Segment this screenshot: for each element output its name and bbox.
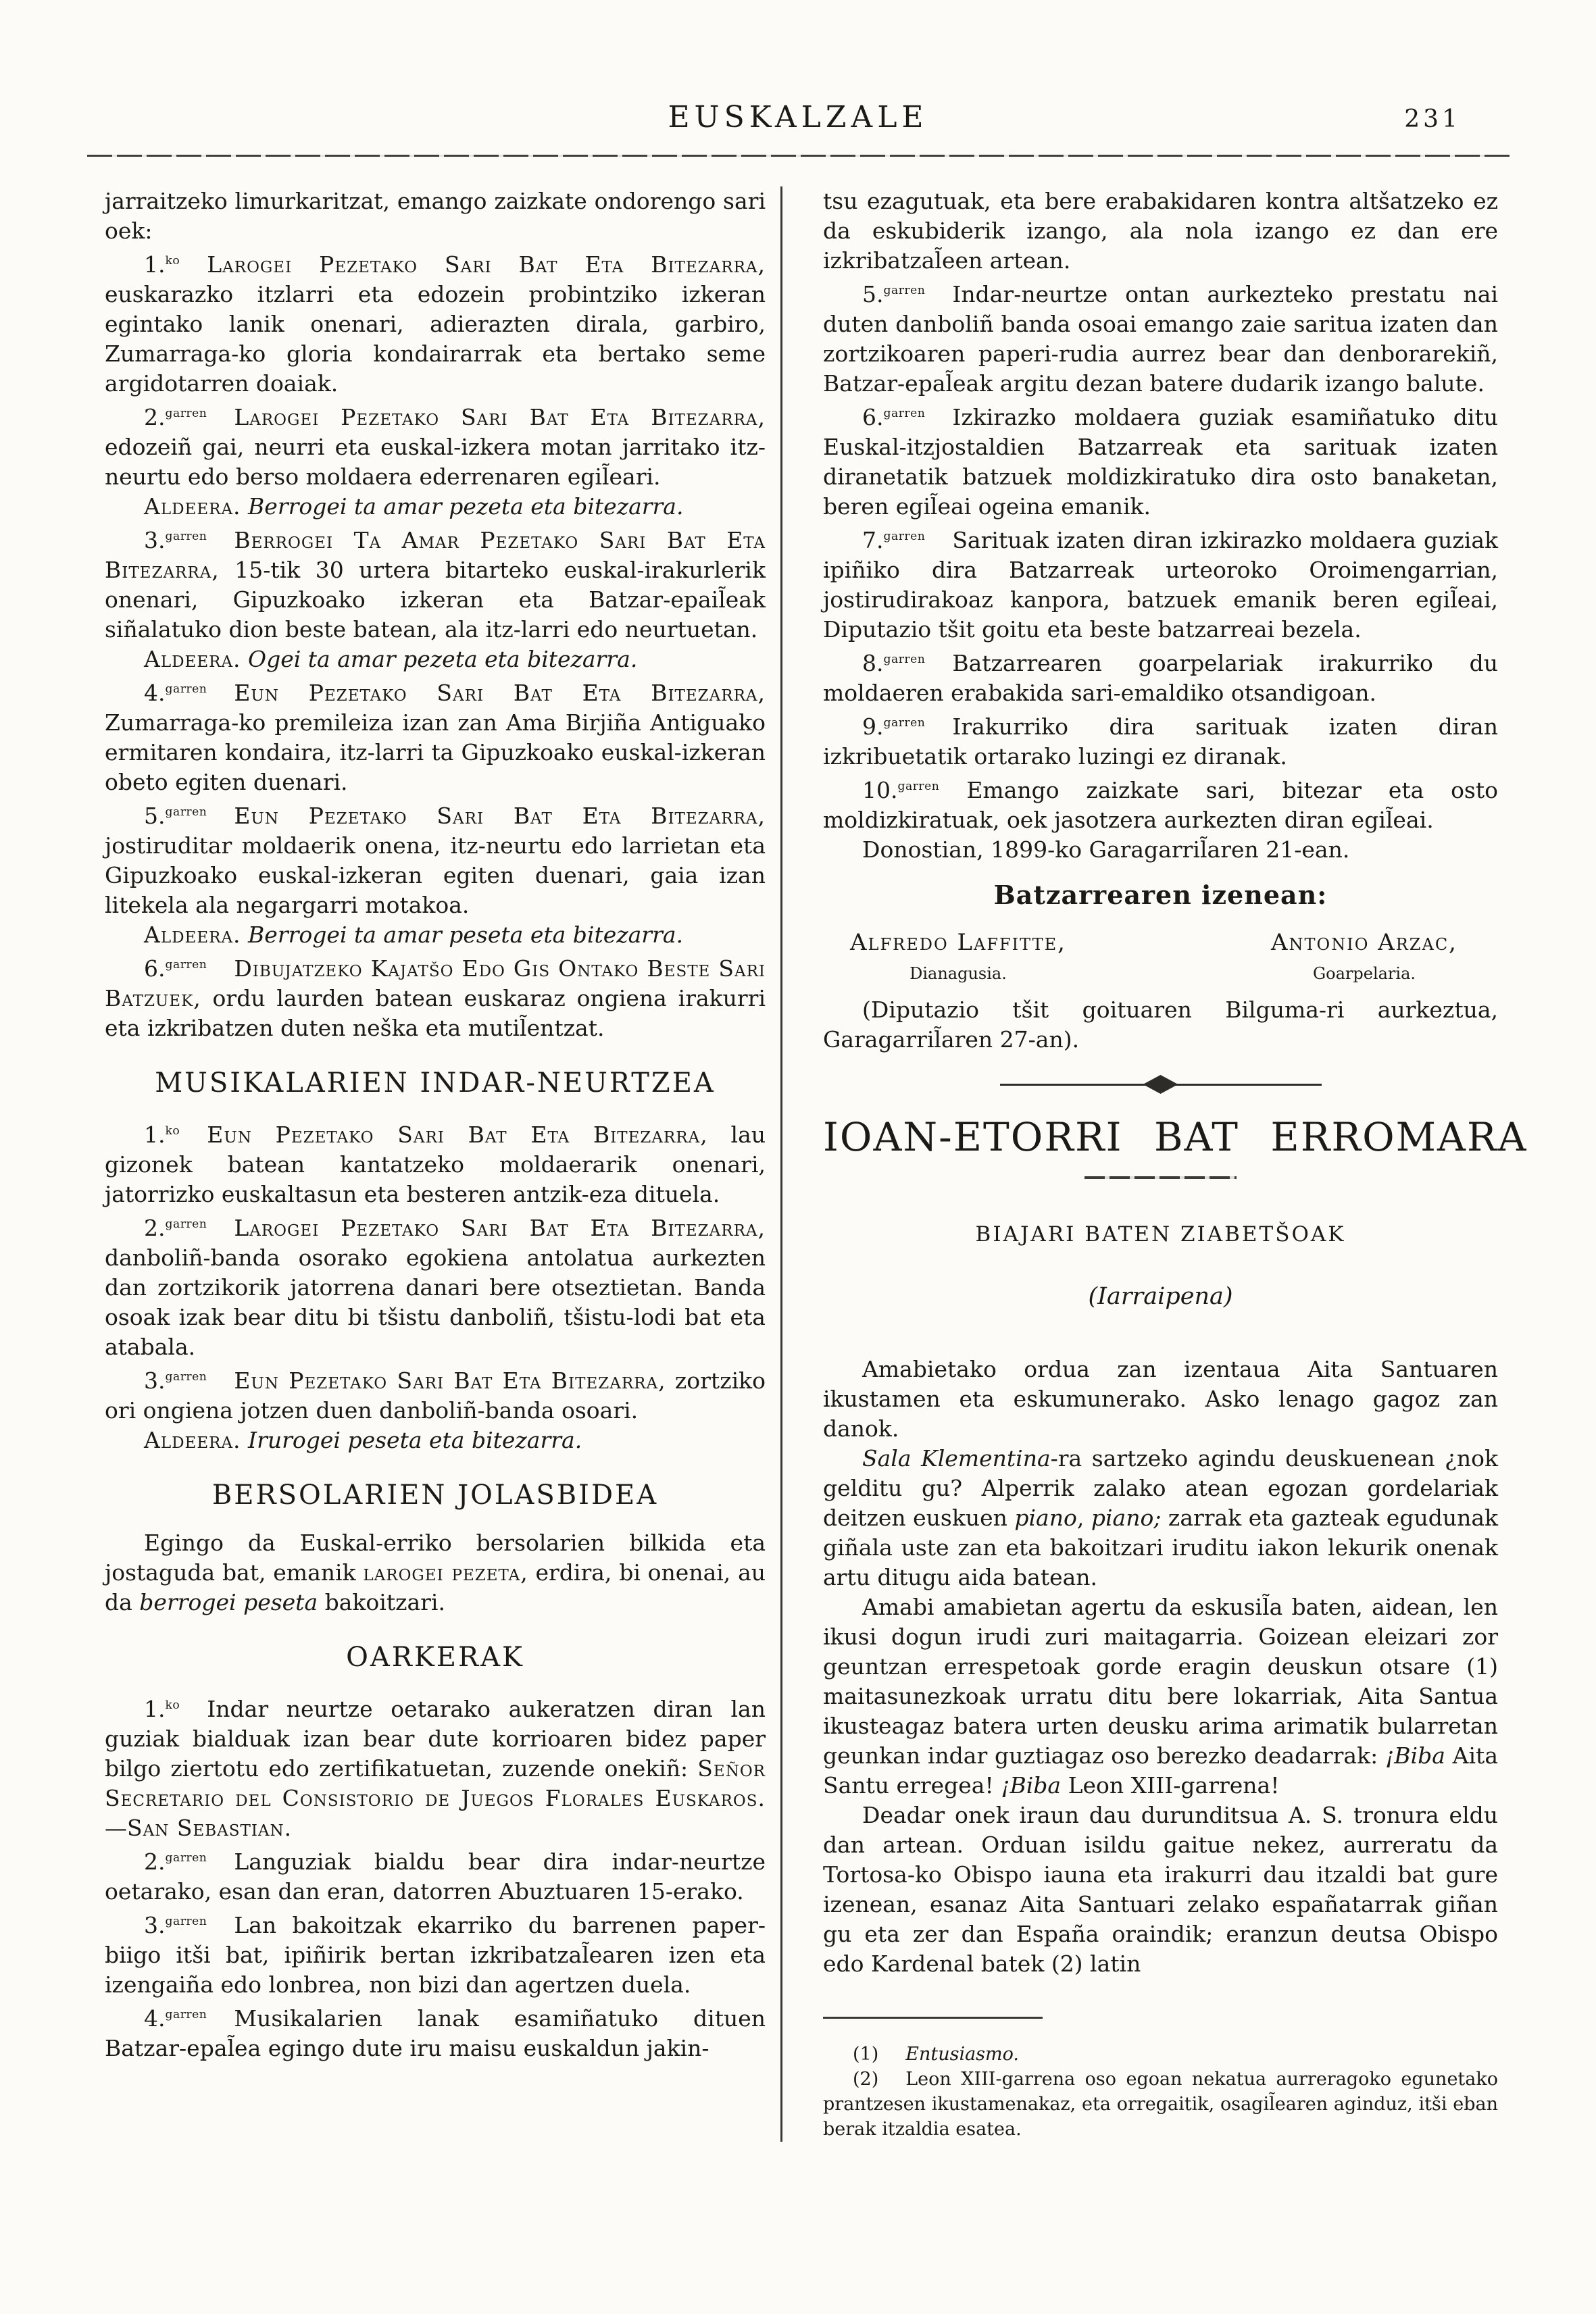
section-heading: OARKERAK xyxy=(346,1642,524,1673)
text-run: garren xyxy=(883,407,926,420)
paragraph xyxy=(823,772,1498,835)
paragraph xyxy=(823,1592,1498,1801)
text-run: Zumarraga-ko premileiza izan zan Ama Birjiña Antiguako ermitaren kondaira, itz-larri ta Gipuzkoako euskal-izkeran obeto egiten duenari. xyxy=(105,709,766,795)
text-run: Larogei Pezetako Sari Bat Eta Bitezarra, xyxy=(234,1215,766,1241)
text-run: Larogei Pezetako Sari Bat Eta Bitezarra, xyxy=(207,251,766,278)
text-run: Sarituak izaten diran izkirazko moldaera guziak ipiñiko dira Batzarreak urteoroko Oroimengarrian, jostirudirakoaz kanpora, batzuek emanik beren egil̃eai, Diputazio tšit goitu eta beste batzarreai bezela. xyxy=(823,527,1498,643)
text-run: 1. xyxy=(144,1122,166,1148)
text-run: 5. xyxy=(862,281,884,307)
article-title: IOAN-ETORRI BAT ERROMARA xyxy=(823,1114,1528,1160)
text-run xyxy=(241,493,249,520)
text-run: 2. xyxy=(144,1848,166,1875)
signatory-name: Alfredo Laffitte, xyxy=(850,929,1066,956)
text-run: 8. xyxy=(862,650,884,676)
text-run: garren xyxy=(165,1217,207,1231)
paragraph xyxy=(105,1116,766,1209)
text-run: 3. xyxy=(144,1367,166,1394)
signatory-name: Antonio Arzac, xyxy=(1270,929,1457,956)
text-run: garren xyxy=(883,284,926,297)
page-header xyxy=(0,0,1596,157)
paragraph xyxy=(105,674,766,797)
text-run: 1. xyxy=(144,1696,166,1722)
text-run: Amabi amabietan agertu da eskusil̃a baten, aidean, len ikusi dogun irudi zuri maitagarria. Goizean eleizari zor geuntzan errespetoak gorde eragin deuskun otsare (1) maitasunezkoak urratu ditu bere lokarriak, Aita Santua ikusteagaz batera urten deusku arima arimatik bularretan geunkan indar guztiagaz oso berezko deadarrak: xyxy=(823,1594,1498,1769)
text-run: Señor Secretario del Consistorio de Juegos Florales Euskaros. xyxy=(105,1755,766,1811)
text-run: Aldeera. xyxy=(144,493,241,520)
text-run: garren xyxy=(165,958,207,972)
text-run: garren xyxy=(883,716,926,730)
paragraph xyxy=(823,995,1498,1055)
text-run: garren xyxy=(897,780,940,793)
text-run: ko xyxy=(165,1124,180,1138)
text-run: garren xyxy=(165,805,207,819)
text-run: Dibujatzeko Kajatšo Edo Gis Ontako Beste Sari Batzuek, xyxy=(105,955,766,1011)
text-run: Eun Pezetako Sari Bat Eta Bitezarra, xyxy=(234,1367,666,1394)
page-number: 231 xyxy=(1404,105,1461,133)
signatory-role: Dianagusia. xyxy=(909,964,1007,983)
footnote-rule xyxy=(823,2017,1043,2019)
text-run xyxy=(241,646,249,672)
signature-heading: Batzarrearen izenean: xyxy=(993,880,1328,910)
text-run: bakoitzari. xyxy=(318,1589,445,1615)
text-run: 2. xyxy=(144,404,166,430)
text-run: piano xyxy=(1014,1505,1077,1531)
diamond-divider xyxy=(823,1075,1498,1094)
text-run: garren xyxy=(165,1851,207,1865)
paragraph xyxy=(105,1690,766,1843)
footnote xyxy=(823,2067,1498,2142)
text-run: ko xyxy=(165,254,180,268)
text-run: Indar neurtze oetarako aukeratzen diran lan guziak bialduak izan bear dute korrioaren bidez paper bilgo ziertotu edo zertifikatuetan, zuzende onekiñ: xyxy=(105,1696,766,1782)
text-run: 15-tik 30 urtera bitarteko euskal-irakurlerik onenari, Gipuzkoako izkeran eta Batzar-epail̃eak siñalatuko dion beste batean, ala itz-larri edo neurtuetan. xyxy=(105,557,766,643)
divider-line xyxy=(1174,1084,1322,1086)
text-run: garren xyxy=(165,2008,207,2021)
footnote xyxy=(823,2042,1498,2067)
paragraph xyxy=(823,708,1498,772)
text-run: garren xyxy=(883,530,926,543)
signature-block xyxy=(850,929,1066,983)
text-run: (2) xyxy=(853,2069,879,2090)
text-run: 7. xyxy=(862,527,884,553)
text-run: Musikalarien lanak esamiñatuko dituen Batzar-epal̃ea egingo dute iru maisu euskaldun jakin- xyxy=(105,2005,766,2061)
text-run: Aldeera. xyxy=(144,646,241,672)
paragraph xyxy=(823,186,1498,276)
paragraph xyxy=(823,399,1498,522)
text-run: Izkirazko moldaera guziak esamiñatuko ditu Euskal-itzjostaldien Batzarreak eta sarituak izaten diranetatik batzuek moldizkiratuko dira osto banaketan, beren egil̃eai ogeina emanik. xyxy=(823,404,1498,520)
text-run: 2. xyxy=(144,1215,166,1241)
text-run xyxy=(241,922,249,948)
paragraph xyxy=(823,276,1498,399)
text-run: Emango zaizkate sari, bitezar eta osto moldizkiratuak, oek jasotzera aurkezten diran egil̃eai. xyxy=(823,777,1498,833)
text-run: Berrogei ta amar pezeta eta bitezarra. xyxy=(248,493,684,520)
text-run: Deadar onek iraun dau durunditsua A. S. tronura eldu dan artean. Orduan isildu gaitue nekez, aurreratu da Tortosa-ko Obispo iauna eta irakurri dau itzaldi bat gure izenean, esanaz Aita Santuari zelako españatarrak giñan gu eta zer dan España oraindik; eranzun deutsa Obispo edo Kardenal batek (2) latin xyxy=(823,1802,1498,1977)
paragraph xyxy=(823,1444,1498,1592)
paragraph xyxy=(105,1209,766,1362)
text-run: 6. xyxy=(144,955,166,982)
paragraph xyxy=(105,1528,766,1617)
title-underline-rule xyxy=(1084,1176,1237,1179)
text-run: larogei pezeta, xyxy=(363,1559,528,1586)
text-run: zarrak eta gazteak egudunak giñala uste zan eta bakoitzari iruditu iakon lekurik onenak artu ditugu aida batean. xyxy=(823,1505,1498,1590)
text-run: Languziak bialdu bear dira indar-neurtze oetarako, esan dan eran, datorren Abuztuaren 15-erako. xyxy=(105,1848,766,1905)
text-run: Irurogei peseta eta bitezarra. xyxy=(248,1427,582,1453)
text-run: Sala Klementina xyxy=(862,1445,1051,1472)
text-run: erdira, bi onenai, au da xyxy=(105,1559,766,1615)
text-run: Eun Pezetako Sari Bat Eta Bitezarra, xyxy=(207,1122,708,1148)
text-run: 9. xyxy=(862,713,884,740)
article-title-block xyxy=(823,1114,1528,1179)
text-run: Larogei Pezetako Sari Bat Eta Bitezarra, xyxy=(234,404,766,430)
text-run: (Diputazio tšit goituaren Bilguma-ri aurkeztua, Garagarril̃aren 27-an). xyxy=(823,997,1498,1053)
text-run: ¡Biba xyxy=(1001,1772,1062,1799)
text-run: zortziko ori ongiena jotzen duen danboliñ-banda osoari. xyxy=(105,1367,766,1424)
paragraph xyxy=(105,920,766,950)
text-run: , xyxy=(1076,1505,1091,1531)
paragraph xyxy=(105,1843,766,1907)
paragraph xyxy=(105,492,766,522)
text-run: garren xyxy=(165,407,207,420)
text-run: Leon XIII-garrena oso egoan nekatua aurreragoko egunetako prantzesen ikustamenakaz, eta orregaitik, osagil̃earen aginduz, itši eban berak itzaldia esatea. xyxy=(823,2069,1498,2140)
text-run: Aldeera. xyxy=(144,922,241,948)
text-run: Batzarrearen goarpelariak irakurriko du moldaeren erabakida sari-emaldiko otsandigoan. xyxy=(823,650,1498,706)
section-heading: BERSOLARIEN JOLASBIDEA xyxy=(211,1480,659,1511)
text-run: 6. xyxy=(862,404,884,430)
text-run: danboliñ-banda osorako egokiena antolatua aurkezten dan zortzikorik jatorrena danari bere otseztietan. Banda osoak izak bear ditu bi tšistu danboliñ, tšistu-lodi bat eta atabala. xyxy=(105,1244,766,1360)
text-run: jarraitzeko limurkaritzat, emango zaizkate ondorengo sari oek: xyxy=(105,188,766,244)
text-run: — xyxy=(105,1815,127,1841)
text-run: Eun Pezetako Sari Bat Eta Bitezarra, xyxy=(234,803,766,829)
text-run: 4. xyxy=(144,680,166,706)
text-run: Lan bakoitzak ekarriko du barrenen paper-biigo itši bat, ipiñirik bertan izkribatzal̃earen izen eta izengaiña edo lonbrea, non bizi dan agertzen duela. xyxy=(105,1912,766,1998)
paragraph xyxy=(105,246,766,399)
paragraph xyxy=(105,645,766,674)
paragraph xyxy=(823,645,1498,708)
paragraph xyxy=(105,522,766,645)
text-run: berrogei peseta xyxy=(139,1589,318,1615)
text-run: 4. xyxy=(144,2005,166,2032)
text-run: 3. xyxy=(144,1912,166,1938)
signatory-role: Goarpelaria. xyxy=(1312,964,1416,983)
text-run: Aita Santu erregea! xyxy=(823,1742,1498,1799)
column-left xyxy=(105,186,766,2142)
paragraph xyxy=(105,1426,766,1455)
diamond-ornament xyxy=(1143,1075,1178,1094)
paragraph xyxy=(105,399,766,492)
two-column-body xyxy=(0,157,1596,2142)
text-run: Berrogei ta amar peseta eta bitezarra. xyxy=(248,922,684,948)
text-run: 5. xyxy=(144,803,166,829)
text-run: Irakurriko dira sarituak izaten diran izkribuetatik ortarako luzingi ez diranak. xyxy=(823,713,1498,770)
paragraph xyxy=(823,1801,1498,1979)
paragraph xyxy=(105,1907,766,2000)
text-run: Leon XIII-garrena! xyxy=(1061,1772,1280,1799)
divider-line xyxy=(1000,1084,1147,1086)
text-run: Donostian, 1899-ko Garagarril̃aren 21-ean. xyxy=(862,836,1350,863)
paragraph xyxy=(823,1355,1498,1444)
text-run: lau gizonek batean kantatzeko moldaerarik onenari, jatorrizko euskaltasun eta besteren antzik-eza dituela. xyxy=(105,1122,766,1207)
text-run: euskarazko itzlarri eta edozein probintziko izkeran egintako lanik onenari, adierazten dirala, garbiro, Zumarraga-ko gloria kondairarrak eta bertako seme argidotarren doaiak. xyxy=(105,281,766,397)
text-run: jostiruditar moldaerik onena, itz-neurtu edo larrietan eta Gipuzkoako euskal-izkeran egiten duenari, gaia izan litekela ala negargarri motakoa. xyxy=(105,832,766,918)
text-run: Entusiasmo. xyxy=(905,2044,1019,2065)
text-run xyxy=(241,1427,249,1453)
text-run: Berrogei Ta Amar Pezetako Sari Bat Eta Bitezarra, xyxy=(105,527,766,583)
text-run: garren xyxy=(165,1915,207,1928)
publication-title: EUSKALZALE xyxy=(668,100,928,134)
signature-block xyxy=(1271,929,1457,983)
text-run: Ogei ta amar pezeta eta bitezarra. xyxy=(248,646,638,672)
article-subtitle: BIAJARI BATEN ZIABETŠOAK xyxy=(975,1222,1346,1247)
text-run: garren xyxy=(165,682,207,696)
paragraph xyxy=(105,1362,766,1426)
text-run: garren xyxy=(883,653,926,666)
text-run: (1) xyxy=(853,2044,879,2065)
text-run: Eun Pezetako Sari Bat Eta Bitezarra, xyxy=(234,680,766,706)
text-run: tsu ezagutuak, eta bere erabakidaren kontra altšatzeko ez da eskubiderik izango, ala nola izango ez dan ere izkribatzal̃een artean. xyxy=(823,188,1498,274)
text-run: ko xyxy=(165,1699,180,1712)
text-run: garren xyxy=(165,1370,207,1384)
text-run: ¡Biba xyxy=(1385,1742,1445,1769)
text-run: Egingo da Euskal-erriko bersolarien bilkida eta jostaguda bat, emanik xyxy=(105,1530,766,1586)
text-run: piano; xyxy=(1091,1505,1162,1531)
text-run: 10. xyxy=(862,777,898,803)
text-run: Aldeera. xyxy=(144,1427,241,1453)
text-run: Amabietako ordua zan izentaua Aita Santuaren ikustamen eta eskumunerako. Asko lenago gagoz zan danok. xyxy=(823,1356,1498,1442)
text-run: 3. xyxy=(144,527,166,553)
paragraph xyxy=(105,950,766,1043)
paragraph xyxy=(823,835,1498,865)
text-run: -ra sartzeko agindu deuskuenean ¿nok gelditu gu? Alperrik zalako atean egozan gordelariak deitzen euskuen xyxy=(823,1445,1498,1531)
column-right xyxy=(782,186,1528,2142)
paragraph xyxy=(823,522,1498,645)
section-heading: MUSIKALARIEN INDAR-NEURTZEA xyxy=(155,1067,716,1099)
text-run: Indar-neurtze ontan aurkezteko prestatu nai duten danboliñ banda osoai emango zaie saritua izaten dan zortzikoaren paperi-rudia aurrez bear dan denborarekiñ, Batzar-epal̃eak argitu dezan batere dudarik izango balute. xyxy=(823,281,1498,397)
paragraph xyxy=(105,797,766,920)
text-run: San Sebastian. xyxy=(127,1815,293,1841)
text-run: 1. xyxy=(144,251,166,278)
text-run: garren xyxy=(165,530,207,543)
paragraph xyxy=(105,2000,766,2063)
continuation-note: (Iarraipena) xyxy=(1088,1283,1233,1310)
header-rule xyxy=(87,155,1510,157)
signature-row xyxy=(823,921,1498,983)
paragraph xyxy=(105,186,766,246)
text-run: ordu laurden batean euskaraz ongiena irakurri eta izkribatzen duten neška eta mutil̃entzat. xyxy=(105,985,766,1041)
text-run: edozeiñ gai, neurri eta euskal-izkera motan jarritako itz-neurtu edo berso moldaera ederrenaren egil̃eari. xyxy=(105,434,766,490)
